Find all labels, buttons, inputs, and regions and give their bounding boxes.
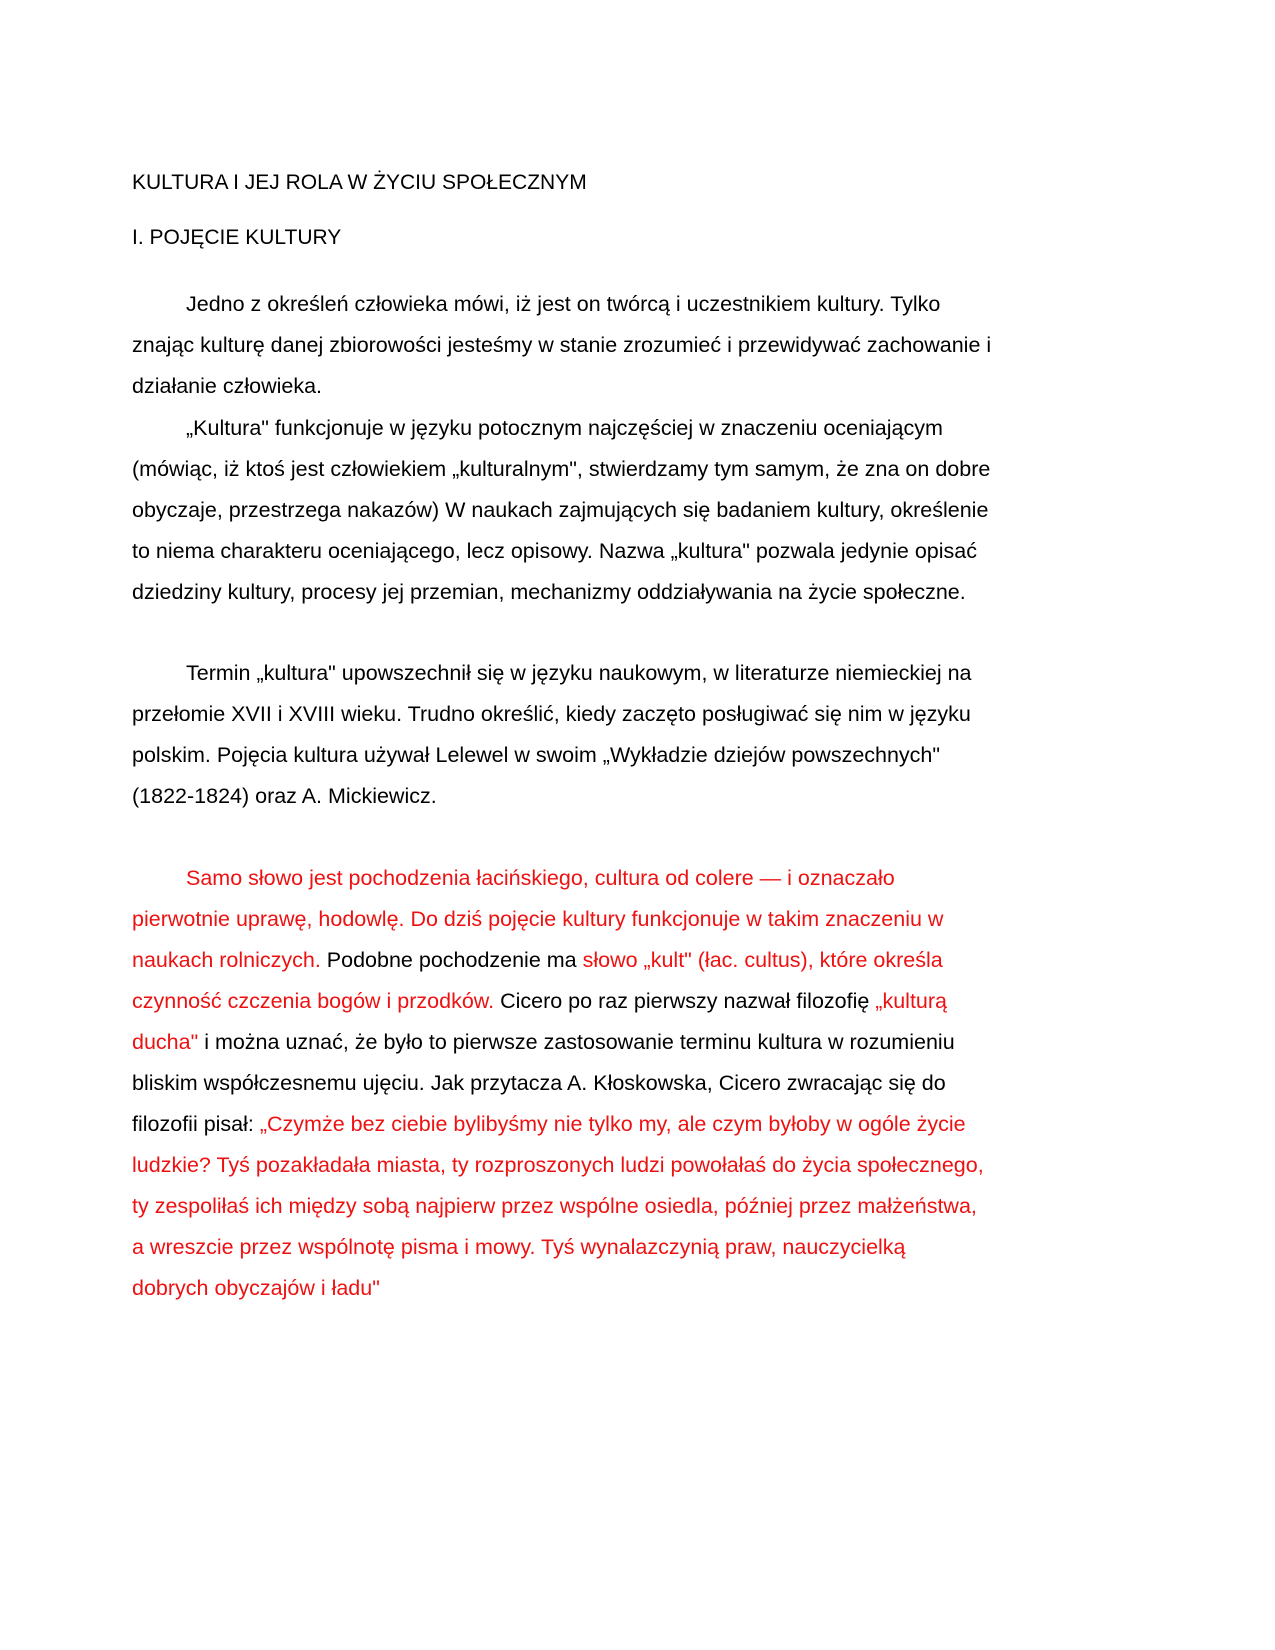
paragraph-line-highlighted: ludzkie? Tyś pozakładała miasta, ty rozproszonych ludzi powołałaś do życia społecznego, <box>132 1153 984 1177</box>
section-heading: I. POJĘCIE KULTURY <box>132 226 342 249</box>
paragraph-line-mixed <box>132 981 1092 1022</box>
paragraph-line: polskim. Pojęcia kultura używał Lelewel w swoim „Wykładzie dziejów powszechnych" <box>132 743 941 767</box>
highlighted-text: ducha" <box>132 1030 199 1054</box>
paragraph-4 <box>132 858 1092 1309</box>
paragraph-line: obyczaje, przestrzega nakazów) W naukach zajmujących się badaniem kultury, określenie <box>132 498 989 522</box>
paragraph-line-mixed <box>132 940 1092 981</box>
plain-text: i można uznać, że było to pierwsze zastosowanie terminu kultura w rozumieniu <box>198 1030 955 1054</box>
paragraph-line: Jedno z określeń człowieka mówi, iż jest on twórcą i uczestnikiem kultury. Tylko <box>186 292 941 316</box>
highlighted-text: czynność czczenia bogów i przodków. <box>132 989 495 1013</box>
highlighted-text: „Czymże bez ciebie bylibyśmy nie tylko my, ale czym byłoby w ogóle życie <box>259 1112 966 1136</box>
highlighted-text: słowo „kult" (łac. cultus), które określa <box>582 948 943 972</box>
document-title: KULTURA I JEJ ROLA W ŻYCIU SPOŁECZNYM <box>132 171 587 194</box>
paragraph-line-highlighted: dobrych obyczajów i ładu" <box>132 1276 380 1300</box>
paragraph-line: działanie człowieka. <box>132 374 323 398</box>
paragraph-line: to niema charakteru oceniającego, lecz opisowy. Nazwa „kultura" pozwala jedynie opisać <box>132 539 977 563</box>
paragraph-line-mixed <box>132 1022 1092 1063</box>
paragraph-line: bliskim współczesnemu ujęciu. Jak przytacza A. Kłoskowska, Cicero zwracając się do <box>132 1071 946 1095</box>
paragraph-line-mixed <box>132 1104 1092 1145</box>
paragraph-line-highlighted: Samo słowo jest pochodzenia łacińskiego, cultura od colere — i oznaczało <box>186 866 895 890</box>
paragraph-line: znając kulturę danej zbiorowości jesteśmy w stanie zrozumieć i przewidywać zachowanie i <box>132 333 992 357</box>
paragraph-line: Termin „kultura" upowszechnił się w języku naukowym, w literaturze niemieckiej na <box>186 661 972 685</box>
paragraph-line-highlighted: a wreszcie przez wspólnotę pisma i mowy. Tyś wynalazczynią praw, nauczycielką <box>132 1235 906 1259</box>
paragraph-3 <box>132 653 1092 817</box>
paragraph-line: (1822-1824) oraz A. Mickiewicz. <box>132 784 437 808</box>
paragraph-line: (mówiąc, iż ktoś jest człowiekiem „kulturalnym", stwierdzamy tym samym, że zna on dobre <box>132 457 991 481</box>
plain-text: filozofii pisał: <box>132 1112 260 1136</box>
paragraph-line-highlighted: pierwotnie uprawę, hodowlę. Do dziś pojęcie kultury funkcjonuje w takim znaczeniu w <box>132 907 944 931</box>
paragraph-1 <box>132 284 1092 407</box>
plain-text: Podobne pochodzenie ma <box>320 948 583 972</box>
paragraph-line-highlighted: ty zespoliłaś ich między sobą najpierw przez wspólne osiedla, później przez małżeństwa, <box>132 1194 977 1218</box>
paragraph-line: „Kultura" funkcjonuje w języku potocznym najczęściej w znaczeniu oceniającym <box>186 416 943 440</box>
paragraph-2 <box>132 408 1092 613</box>
plain-text: Cicero po raz pierwszy nazwał filozofię <box>494 989 876 1013</box>
highlighted-text: naukach rolniczych. <box>132 948 321 972</box>
paragraph-line: dziedziny kultury, procesy jej przemian, mechanizmy oddziaływania na życie społeczne. <box>132 580 966 604</box>
paragraph-line: przełomie XVII i XVIII wieku. Trudno określić, kiedy zaczęto posługiwać się nim w języku <box>132 702 971 726</box>
highlighted-text: „kulturą <box>875 989 947 1013</box>
